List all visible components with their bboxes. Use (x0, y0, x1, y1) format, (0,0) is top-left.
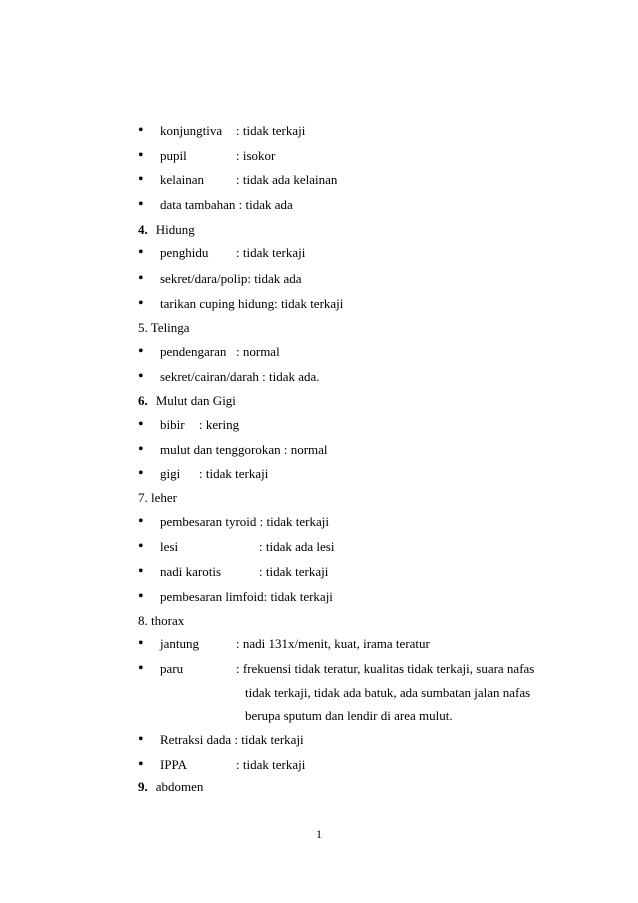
bullet (138, 464, 148, 485)
item-value: : nadi 131x/menit, kuat, irama teratur (236, 636, 430, 651)
item-value: : isokor (236, 148, 276, 163)
bullet (138, 243, 148, 264)
section-number: 9. (138, 779, 148, 794)
section-heading (138, 220, 195, 240)
section-heading: 8. thorax (138, 613, 185, 628)
item-label: jantung (160, 636, 199, 651)
section-title: Hidung (155, 222, 195, 237)
item-label: bibir (160, 417, 185, 432)
item-value: : tidak ada lesi (259, 539, 335, 554)
item-label: konjungtiva (160, 123, 223, 138)
section-number: 6. (138, 393, 148, 408)
bullet (138, 146, 148, 167)
item-label: gigi (160, 466, 181, 481)
bullet (138, 730, 148, 751)
bullet (138, 195, 148, 216)
bullet (138, 367, 148, 388)
bullet (138, 587, 148, 608)
bullet (138, 562, 148, 583)
bullet (138, 634, 148, 655)
item-label: pembesaran tyroid : tidak terkaji (160, 514, 329, 529)
item-label: penghidu (160, 245, 209, 260)
item-label: data tambahan : tidak ada (160, 197, 293, 212)
item-value: : tidak terkaji (236, 123, 306, 138)
bullet (138, 415, 148, 436)
item-value: : tidak terkaji (236, 757, 306, 772)
item-value-continued: berupa sputum dan lendir di area mulut. (245, 708, 453, 723)
item-value: : tidak terkaji (259, 564, 329, 579)
item-label: Retraksi dada : tidak terkaji (160, 732, 304, 747)
item-label: sekret/cairan/darah : tidak ada. (160, 369, 320, 384)
section-title: abdomen (155, 779, 204, 794)
bullet (138, 269, 148, 290)
item-label: nadi karotis (160, 564, 222, 579)
item-label: mulut dan tenggorokan : normal (160, 442, 328, 457)
item-value: : frekuensi tidak teratur, kualitas tidak terkaji, suara nafas (236, 661, 535, 676)
bullet (138, 121, 148, 142)
bullet (138, 512, 148, 533)
section-heading: 5. Telinga (138, 320, 190, 335)
item-label: tarikan cuping hidung: tidak terkaji (160, 296, 344, 311)
section-heading: 7. leher (138, 490, 177, 505)
section-title: Mulut dan Gigi (155, 393, 236, 408)
item-label: paru (160, 661, 184, 676)
item-label: pembesaran limfoid: tidak terkaji (160, 589, 333, 604)
bullet (138, 294, 148, 315)
bullet (138, 537, 148, 558)
item-label: lesi (160, 539, 179, 554)
section-heading (138, 391, 236, 411)
item-label: kelainan (160, 172, 205, 187)
item-value: : tidak ada kelainan (236, 172, 338, 187)
item-label: pupil (160, 148, 187, 163)
item-label: pendengaran (160, 344, 227, 359)
section-number: 4. (138, 222, 148, 237)
item-value: : kering (199, 417, 240, 432)
item-value: : normal (236, 344, 280, 359)
item-label: sekret/dara/polip: tidak ada (160, 271, 302, 286)
bullet (138, 440, 148, 461)
item-value-continued: tidak terkaji, tidak ada batuk, ada sumbatan jalan nafas (245, 685, 531, 700)
page-number: 1 (316, 827, 322, 841)
bullet (138, 342, 148, 363)
item-value: : tidak terkaji (236, 245, 306, 260)
item-value: : tidak terkaji (199, 466, 269, 481)
bullet (138, 659, 148, 680)
bullet (138, 755, 148, 776)
bullet (138, 170, 148, 191)
item-label: IPPA (160, 757, 187, 772)
section-heading (138, 777, 203, 797)
